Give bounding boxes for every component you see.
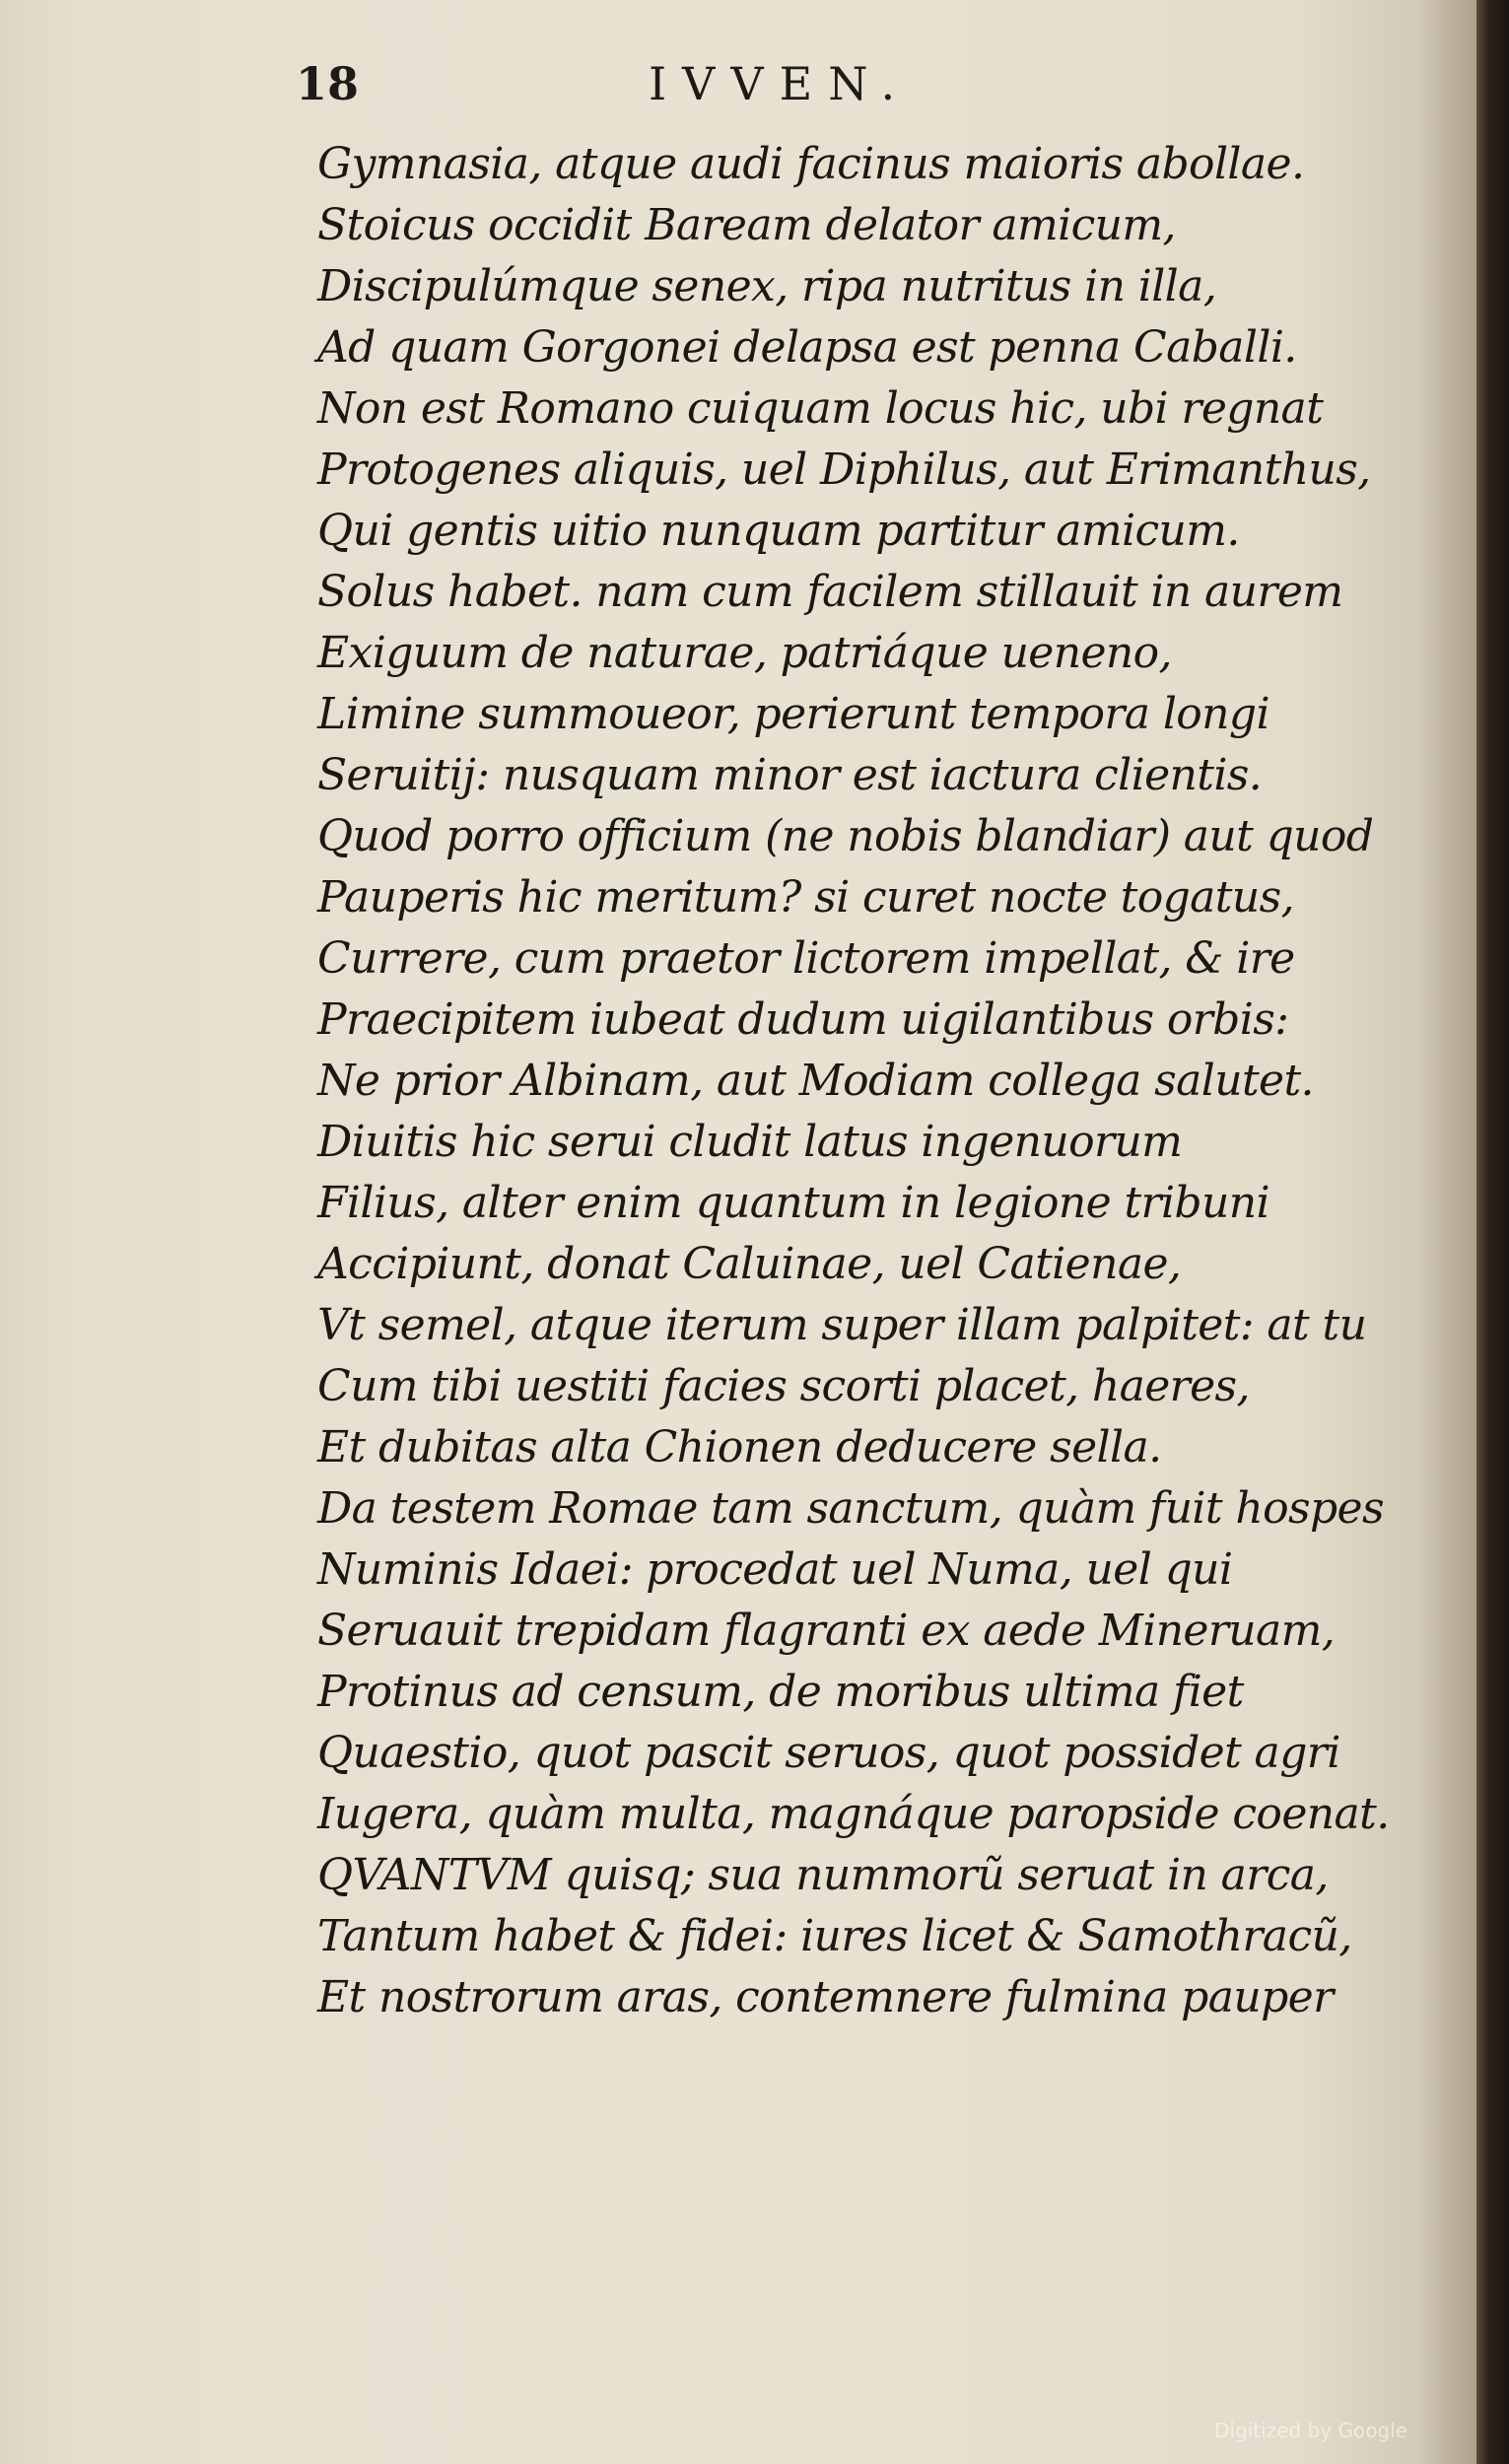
verse-line: Numinis Idaei: procedat uel Numa, uel qui bbox=[317, 1544, 1233, 1595]
verse-line: Praecipitem iubeat dudum uigilantibus orbis: bbox=[317, 994, 1289, 1045]
verse-line: Iugera, quàm multa, magnáque paropside coenat. bbox=[317, 1789, 1390, 1839]
gutter-shadow bbox=[1417, 0, 1476, 2464]
verse-line: Et nostrorum aras, contemnere fulmina pauper bbox=[317, 1972, 1334, 2022]
verse-line: Exiguum de naturae, patriáque ueneno, bbox=[317, 628, 1172, 678]
verse-line: Pauperis hic meritum? si curet nocte togatus, bbox=[317, 872, 1294, 923]
verse-line: Non est Romano cuiquam locus hic, ubi regnat bbox=[317, 383, 1324, 434]
verse-line: Et dubitas alta Chionen deducere sella. bbox=[317, 1422, 1162, 1472]
verse-line: Discipulúmque senex, ripa nutritus in illa, bbox=[317, 261, 1217, 311]
verse-line: Stoicus occidit Baream delator amicum, bbox=[317, 200, 1176, 250]
verse-line: Accipiunt, donat Caluinae, uel Catienae, bbox=[317, 1239, 1182, 1289]
verse-line: QVANTVM quisq; sua nummorũ seruat in arca, bbox=[317, 1850, 1329, 1900]
verse-line: Limine summoueor, perierunt tempora longi bbox=[317, 689, 1269, 739]
verse-line: Protogenes aliquis, uel Diphilus, aut Erimanthus, bbox=[317, 445, 1371, 495]
verse-line: Quod porro officium (ne nobis blandiar) aut quod bbox=[317, 811, 1374, 861]
verse-line: Seruitij: nusquam minor est iactura clientis. bbox=[317, 750, 1263, 800]
running-head: IVVEN. bbox=[649, 57, 912, 110]
verse-line: Filius, alter enim quantum in legione tribuni bbox=[317, 1178, 1269, 1228]
verse-line: Ad quam Gorgonei delapsa est penna Caballi. bbox=[317, 322, 1297, 373]
verse-line: Currere, cum praetor lictorem impellat, & ire bbox=[317, 933, 1295, 984]
page-number: 18 bbox=[296, 57, 360, 110]
verse-line: Protinus ad censum, de moribus ultima fiet bbox=[317, 1667, 1244, 1717]
verse-line: Vt semel, atque iterum super illam palpitet: at tu bbox=[317, 1300, 1367, 1350]
verse-line: Tantum habet & fidei: iures licet & Samothracũ, bbox=[317, 1911, 1352, 1961]
verse-line: Quaestio, quot pascit seruos, quot possidet agri bbox=[317, 1728, 1340, 1778]
page-header bbox=[296, 57, 1183, 116]
verse-line: Seruauit trepidam flagranti ex aede Mineruam, bbox=[317, 1606, 1336, 1656]
verse-line: Da testem Romae tam sanctum, quàm fuit hospes bbox=[317, 1483, 1384, 1534]
verse-line: Ne prior Albinam, aut Modiam collega salutet. bbox=[317, 1056, 1314, 1106]
verse-line: Qui gentis uitio nunquam partitur amicum. bbox=[317, 506, 1240, 556]
verse-block bbox=[317, 134, 1390, 2028]
verse-line: Diuitis hic serui cludit latus ingenuorum bbox=[317, 1117, 1183, 1167]
verse-line: Gymnasia, atque audi facinus maioris abollae. bbox=[317, 139, 1305, 189]
verse-line: Cum tibi uestiti facies scorti placet, haeres, bbox=[317, 1361, 1250, 1411]
watermark: Digitized by Google bbox=[1214, 2419, 1407, 2442]
book-edge bbox=[1476, 0, 1509, 2464]
verse-line: Solus habet. nam cum facilem stillauit in aurem bbox=[317, 567, 1343, 617]
